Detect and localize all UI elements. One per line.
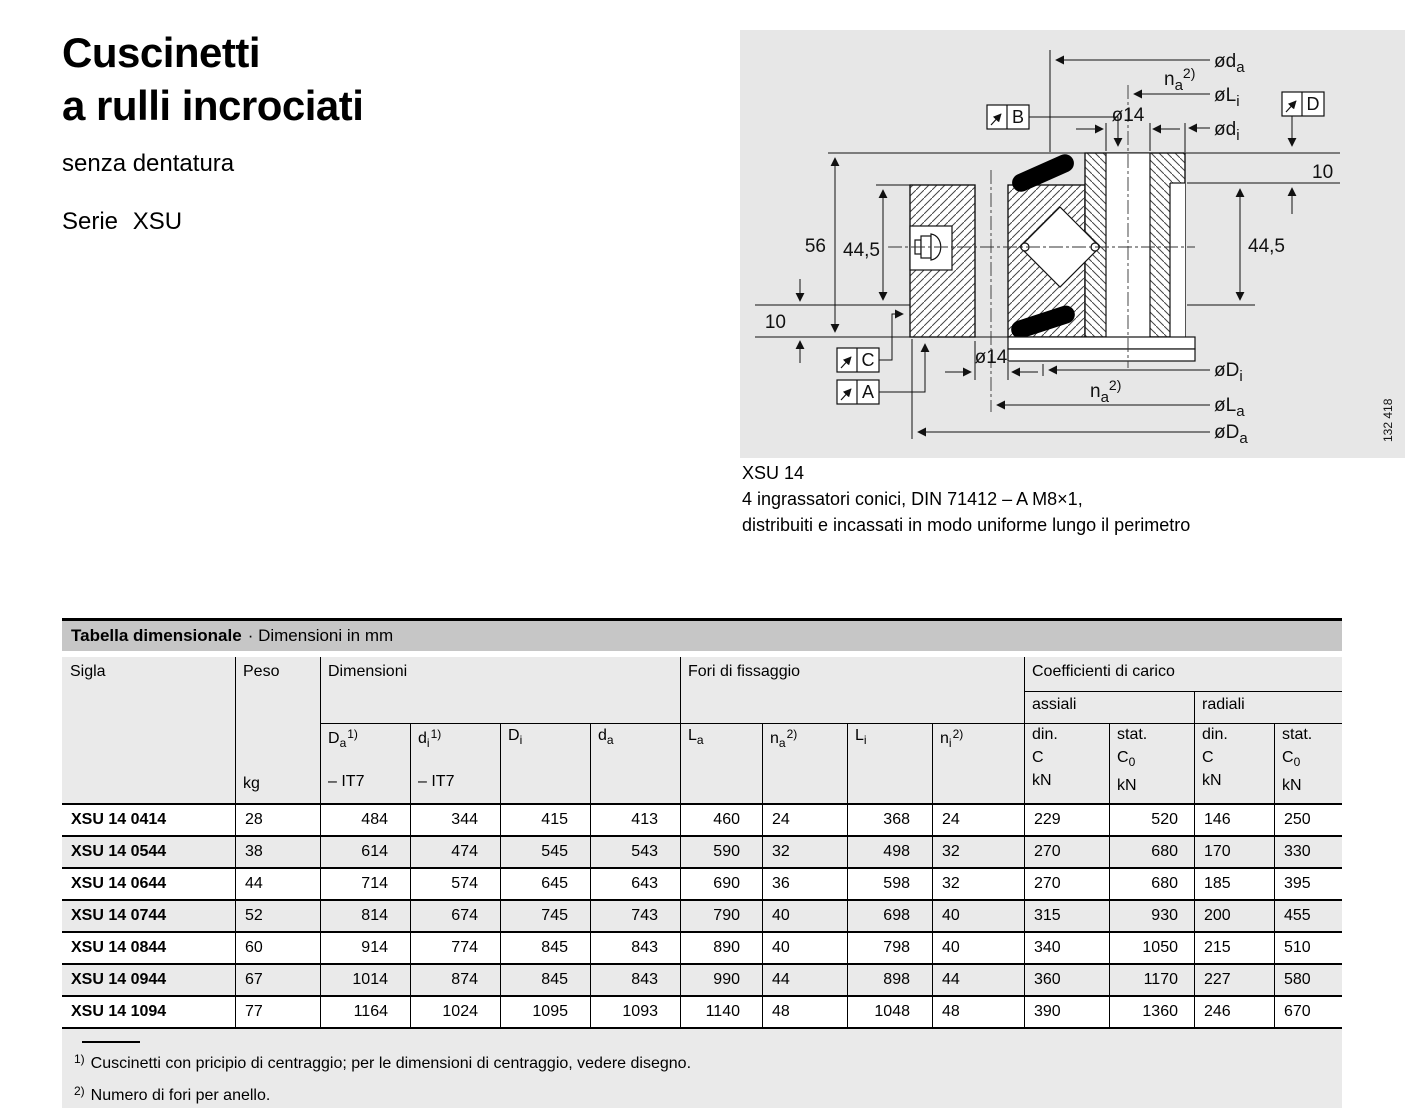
col-group-fori: Fori di fissaggio <box>688 663 801 680</box>
cell-sigla: XSU 14 0744 <box>71 907 167 924</box>
table-title-rest: · Dimensioni in mm <box>247 626 394 645</box>
label-o14-bottom: ø14 <box>974 347 1008 368</box>
cell-rad-stat: 580 <box>1274 965 1342 995</box>
cell-peso: 28 <box>235 805 320 835</box>
footnote-2: $^{2)}$ Numero di fori per anello. <box>74 1084 271 1104</box>
cell-Di: 415 <box>500 805 590 835</box>
col-header-ax-din: din. C kN <box>1032 726 1058 789</box>
cell-rad-din: 246 <box>1194 997 1274 1027</box>
cell-sigla: XSU 14 0844 <box>71 939 167 956</box>
label-oD-a: $øD_a$ <box>1214 422 1248 447</box>
col-group-coefficienti: Coefficienti di carico <box>1032 663 1175 680</box>
flag-b-label: B <box>1011 107 1025 127</box>
table-row <box>62 803 1342 835</box>
cell-na: 44 <box>762 965 847 995</box>
cell-Di: 545 <box>500 837 590 867</box>
cell-rad-stat: 250 <box>1274 805 1342 835</box>
cell-da: 1093 <box>590 997 680 1027</box>
label-10-right: 10 <box>1312 162 1334 183</box>
cell-di: 574 <box>410 869 500 899</box>
table-row <box>62 931 1342 963</box>
col-note-Da: – IT7 <box>328 773 365 790</box>
cell-sigla: XSU 14 0414 <box>71 811 167 828</box>
cell-rad-din: 185 <box>1194 869 1274 899</box>
cell-di: 344 <box>410 805 500 835</box>
cell-Li: 1048 <box>847 997 932 1027</box>
cell-ax-din: 315 <box>1024 901 1109 931</box>
col-header-di: $d_i^{1)}$ <box>418 727 442 750</box>
cell-da: 413 <box>590 805 680 835</box>
col-group-sigla: Sigla <box>70 663 106 680</box>
cell-ni: 24 <box>932 805 1024 835</box>
label-o14-top: ø14 <box>1111 105 1145 126</box>
table-row <box>62 995 1342 1027</box>
cell-Da: 1014 <box>320 965 410 995</box>
cell-da: 543 <box>590 837 680 867</box>
cell-La: 890 <box>680 933 762 963</box>
cell-rad-stat: 670 <box>1274 997 1342 1027</box>
cell-da: 843 <box>590 933 680 963</box>
col-header-na: $n_a^{2)}$ <box>770 727 798 750</box>
table-title-bold: Tabella dimensionale <box>71 626 242 645</box>
cell-di: 674 <box>410 901 500 931</box>
cell-Li: 798 <box>847 933 932 963</box>
col-header-ax-stat: stat. $C_0$ kN <box>1117 726 1148 794</box>
cell-rad-stat: 330 <box>1274 837 1342 867</box>
cell-ax-din: 390 <box>1024 997 1109 1027</box>
table-row <box>62 867 1342 899</box>
cell-ax-stat: 1050 <box>1109 933 1194 963</box>
page-subtitle: senza dentatura <box>62 150 235 177</box>
cell-peso: 38 <box>235 837 320 867</box>
cell-Da: 614 <box>320 837 410 867</box>
cell-La: 690 <box>680 869 762 899</box>
label-10-left: 10 <box>764 312 786 333</box>
cell-ni: 44 <box>932 965 1024 995</box>
table-row <box>62 963 1342 995</box>
cell-Li: 598 <box>847 869 932 899</box>
cell-na: 40 <box>762 901 847 931</box>
label-oL-i: $øL_i$ <box>1214 85 1240 110</box>
cell-ax-din: 270 <box>1024 837 1109 867</box>
cell-peso: 44 <box>235 869 320 899</box>
table-body <box>62 803 1342 1027</box>
page-title-line2: a rulli incrociati <box>62 82 364 129</box>
cell-rad-din: 215 <box>1194 933 1274 963</box>
cell-ax-din: 270 <box>1024 869 1109 899</box>
cell-ax-din: 340 <box>1024 933 1109 963</box>
col-header-Di: $D_i$ <box>508 727 523 747</box>
bearing-drawing <box>740 30 1405 458</box>
figure-number: 132 418 <box>1381 398 1395 442</box>
cell-ax-stat: 680 <box>1109 837 1194 867</box>
footnote-1: $^{1)}$ Cuscinetti con pricipio di centraggio; per le dimensioni di centraggio, vedere disegno. <box>74 1052 692 1072</box>
caption-line2: 4 ingrassatori conici, DIN 71412 – A M8×1, <box>742 489 1083 509</box>
col-header-rad-stat: stat. $C_0$ kN <box>1282 726 1313 794</box>
cell-Da: 484 <box>320 805 410 835</box>
cell-rad-din: 170 <box>1194 837 1274 867</box>
cell-di: 874 <box>410 965 500 995</box>
cell-La: 790 <box>680 901 762 931</box>
cell-rad-stat: 455 <box>1274 901 1342 931</box>
cell-ni: 40 <box>932 933 1024 963</box>
cell-da: 643 <box>590 869 680 899</box>
table-title <box>62 618 1342 651</box>
cell-na: 36 <box>762 869 847 899</box>
cell-peso: 77 <box>235 997 320 1027</box>
cell-sigla: XSU 14 0644 <box>71 875 167 892</box>
cell-La: 460 <box>680 805 762 835</box>
cell-Di: 1095 <box>500 997 590 1027</box>
flag-a-label: A <box>861 382 875 402</box>
cell-Di: 845 <box>500 933 590 963</box>
cell-Da: 1164 <box>320 997 410 1027</box>
label-od-i: $ød_i$ <box>1214 119 1240 144</box>
series-label: Serie XSU <box>62 208 183 235</box>
cell-La: 590 <box>680 837 762 867</box>
table-header <box>62 657 1342 803</box>
cell-di: 1024 <box>410 997 500 1027</box>
col-group-radiali: radiali <box>1202 696 1245 713</box>
cell-ax-stat: 930 <box>1109 901 1194 931</box>
col-header-da: $d_a$ <box>598 727 614 747</box>
cell-ni: 32 <box>932 869 1024 899</box>
cell-peso: 52 <box>235 901 320 931</box>
label-56: 56 <box>804 236 826 257</box>
cell-rad-din: 227 <box>1194 965 1274 995</box>
cell-ax-din: 360 <box>1024 965 1109 995</box>
cell-ni: 32 <box>932 837 1024 867</box>
label-oD-i: $øD_i$ <box>1214 360 1243 385</box>
col-header-ni: $n_i^{2)}$ <box>940 727 964 750</box>
cell-rad-stat: 510 <box>1274 933 1342 963</box>
col-header-La: $L_a$ <box>688 727 704 747</box>
cell-Li: 898 <box>847 965 932 995</box>
cell-ax-stat: 520 <box>1109 805 1194 835</box>
label-445-right: 44,5 <box>1248 236 1285 257</box>
page-title-line1: Cuscinetti <box>62 29 261 76</box>
cell-na: 24 <box>762 805 847 835</box>
cell-Di: 745 <box>500 901 590 931</box>
cell-ni: 40 <box>932 901 1024 931</box>
label-od-a: $ød_a$ <box>1214 51 1245 76</box>
dimensional-table <box>62 618 1342 1108</box>
cell-peso: 67 <box>235 965 320 995</box>
cell-ax-stat: 680 <box>1109 869 1194 899</box>
cell-rad-din: 146 <box>1194 805 1274 835</box>
cell-ax-din: 229 <box>1024 805 1109 835</box>
figure-caption <box>742 460 1190 538</box>
cell-La: 1140 <box>680 997 762 1027</box>
cell-da: 843 <box>590 965 680 995</box>
cell-Da: 814 <box>320 901 410 931</box>
footnote-rule <box>82 1041 140 1043</box>
cell-da: 743 <box>590 901 680 931</box>
cell-rad-stat: 395 <box>1274 869 1342 899</box>
cell-Di: 845 <box>500 965 590 995</box>
flag-d-label: D <box>1306 94 1320 114</box>
col-unit-kg: kg <box>243 775 260 792</box>
caption-line3: distribuiti e incassati in modo uniforme lungo il perimetro <box>742 515 1191 535</box>
cell-rad-din: 200 <box>1194 901 1274 931</box>
table-row <box>62 899 1342 931</box>
cell-Li: 698 <box>847 901 932 931</box>
cell-Li: 368 <box>847 805 932 835</box>
page-title <box>62 26 363 132</box>
cell-Da: 714 <box>320 869 410 899</box>
cell-di: 474 <box>410 837 500 867</box>
cell-ax-stat: 1170 <box>1109 965 1194 995</box>
cell-ni: 48 <box>932 997 1024 1027</box>
cell-sigla: XSU 14 1094 <box>71 1003 167 1020</box>
col-group-peso: Peso <box>243 663 280 680</box>
cell-na: 48 <box>762 997 847 1027</box>
cell-ax-stat: 1360 <box>1109 997 1194 1027</box>
cell-peso: 60 <box>235 933 320 963</box>
label-445-left: 44,5 <box>843 240 880 261</box>
cell-di: 774 <box>410 933 500 963</box>
col-group-dimensioni: Dimensioni <box>328 663 408 680</box>
cell-na: 40 <box>762 933 847 963</box>
label-na-bottom: $n_a^{2)}$ <box>1090 377 1122 406</box>
cell-sigla: XSU 14 0544 <box>71 843 167 860</box>
label-na-top: $n_a^{2)}$ <box>1164 65 1196 94</box>
cell-Da: 914 <box>320 933 410 963</box>
cell-La: 990 <box>680 965 762 995</box>
table-footnotes <box>62 1027 1342 1108</box>
col-group-assiali: assiali <box>1032 696 1077 713</box>
cell-Di: 645 <box>500 869 590 899</box>
col-note-di: – IT7 <box>418 773 455 790</box>
col-header-Li: $L_i$ <box>855 727 867 747</box>
table-row <box>62 835 1342 867</box>
cell-Li: 498 <box>847 837 932 867</box>
label-oL-a: $øL_a$ <box>1214 395 1245 420</box>
col-header-Da: $D_a^{1)}$ <box>328 727 358 750</box>
col-header-rad-din: din. C kN <box>1202 726 1228 789</box>
caption-line1: XSU 14 <box>742 463 805 483</box>
flag-c-label: C <box>861 350 875 370</box>
cell-na: 32 <box>762 837 847 867</box>
cell-sigla: XSU 14 0944 <box>71 971 167 988</box>
